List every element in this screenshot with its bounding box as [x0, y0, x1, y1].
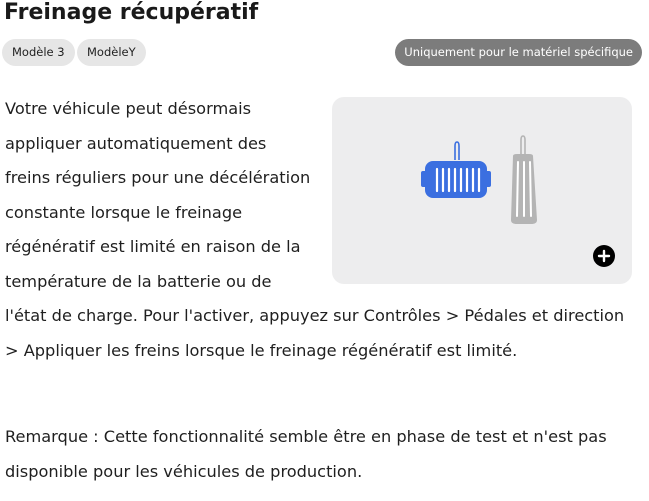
- accelerator-pedal-icon: [511, 136, 537, 224]
- page-title: Freinage récupératif: [4, 0, 259, 25]
- pedals-illustration: [417, 130, 537, 230]
- tag-model-3[interactable]: Modèle 3: [2, 39, 75, 66]
- feature-image[interactable]: [332, 97, 632, 284]
- description-text: Votre véhicule peut désormais appliquer automatiquement des freins réguliers pour une décélération constante lorsque le freinage régénératif est limité en raison de la température de la batterie ou de l'état de charge. Pour l'activer, appuyez sur Contrôles > Pédales et direction > Appliquer les freins lorsque le freinage régénératif est limité.: [5, 99, 625, 360]
- hardware-badge: Uniquement pour le matériel spécifique: [395, 39, 642, 66]
- tag-model-y[interactable]: ModèleY: [77, 39, 146, 66]
- brake-pedal-icon: [421, 142, 491, 198]
- note-paragraph: Remarque : Cette fonctionnalité semble être en phase de test et n'est pas disponible pour les véhicules de production.: [5, 427, 607, 481]
- plus-circle-icon[interactable]: [593, 245, 615, 267]
